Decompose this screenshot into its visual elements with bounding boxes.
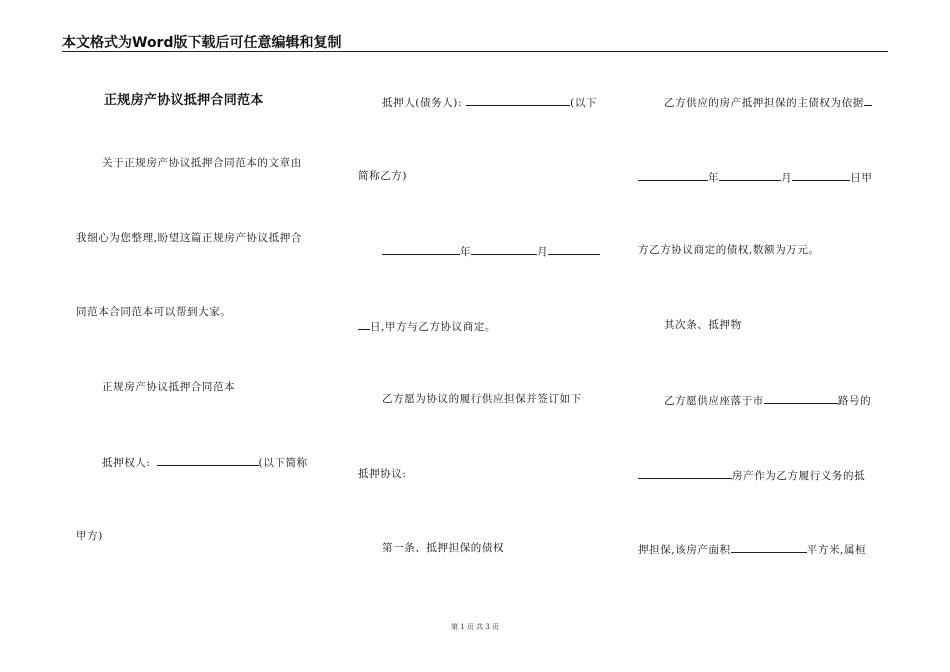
text-fragment: 日甲 bbox=[850, 172, 873, 184]
text-line-with-blank bbox=[382, 94, 597, 110]
text-fragment: 日,甲方与乙方协议商定。 bbox=[370, 321, 497, 333]
fill-in-blank bbox=[157, 454, 259, 466]
fill-in-blank bbox=[719, 169, 781, 181]
fill-in-blank bbox=[731, 541, 807, 553]
section-heading: 第一条、抵押担保的债权 bbox=[382, 542, 505, 554]
fill-in-blank bbox=[638, 467, 732, 479]
date-line bbox=[638, 169, 872, 185]
text-fragment: 年 bbox=[460, 246, 472, 258]
fill-in-blank bbox=[466, 94, 570, 106]
column-2 bbox=[358, 60, 612, 620]
date-line bbox=[382, 243, 600, 259]
text-fragment: 押担保,该房产面积 bbox=[638, 544, 731, 556]
text-line: 甲方) bbox=[76, 530, 103, 542]
text-line: 关于正规房产协议抵押合同范本的文章由 bbox=[102, 157, 302, 169]
text-line-with-blank bbox=[664, 392, 871, 408]
text-fragment: (以下简称 bbox=[258, 457, 308, 469]
page-header-title: 本文格式为Word版下载后可任意编辑和复制 bbox=[62, 35, 342, 51]
text-fragment: 房产作为乙方履行义务的抵 bbox=[732, 470, 866, 482]
section-heading: 其次条、抵押物 bbox=[664, 319, 742, 331]
page-number: 第 1 页 共 3 页 bbox=[450, 623, 500, 631]
label-mortgagor: 抵押人(债务人): bbox=[382, 97, 463, 109]
column-1 bbox=[76, 60, 330, 620]
text-line-with-blank bbox=[664, 94, 872, 110]
fill-in-blank bbox=[471, 243, 537, 255]
text-fragment: (以下 bbox=[570, 97, 598, 109]
fill-in-blank bbox=[548, 243, 600, 255]
document-title: 正规房产协议抵押合同范本 bbox=[104, 93, 264, 108]
fill-in-blank bbox=[382, 243, 460, 255]
text-fragment: 乙方供应的房产抵押担保的主债权为依据 bbox=[664, 97, 864, 109]
text-line: 我细心为您整理,盼望这篇正规房产协议抵押合 bbox=[76, 232, 302, 244]
text-line: 乙方愿为协议的履行供应担保并签订如下 bbox=[382, 393, 582, 405]
fill-in-blank bbox=[764, 392, 838, 404]
fill-in-blank bbox=[792, 169, 850, 181]
label-mortgagee: 抵押权人: bbox=[102, 457, 151, 469]
text-line: 简称乙方) bbox=[358, 170, 408, 182]
header-divider bbox=[62, 51, 888, 52]
fill-in-blank bbox=[864, 94, 872, 106]
text-line: 抵押协议: bbox=[358, 468, 407, 480]
text-line-with-blank bbox=[638, 467, 865, 483]
text-line: 正规房产协议抵押合同范本 bbox=[102, 381, 236, 393]
fill-in-blank bbox=[638, 169, 708, 181]
fill-in-blank bbox=[358, 318, 370, 330]
text-line: 同范本合同范本可以帮到大家。 bbox=[76, 306, 232, 318]
text-line-with-blank bbox=[358, 318, 496, 334]
text-fragment: 年 bbox=[708, 172, 720, 184]
text-fragment: 平方米,属桓 bbox=[806, 544, 867, 556]
text-line: 方乙方协议商定的债权,数额为万元。 bbox=[638, 244, 820, 256]
text-fragment: 路号的 bbox=[837, 395, 872, 407]
text-fragment: 月 bbox=[781, 172, 793, 184]
text-fragment: 乙方愿供应座落于市 bbox=[664, 395, 764, 407]
text-line-with-blank bbox=[638, 541, 866, 557]
text-line-with-blank bbox=[102, 454, 308, 470]
column-3 bbox=[638, 60, 892, 620]
text-fragment: 月 bbox=[537, 246, 549, 258]
